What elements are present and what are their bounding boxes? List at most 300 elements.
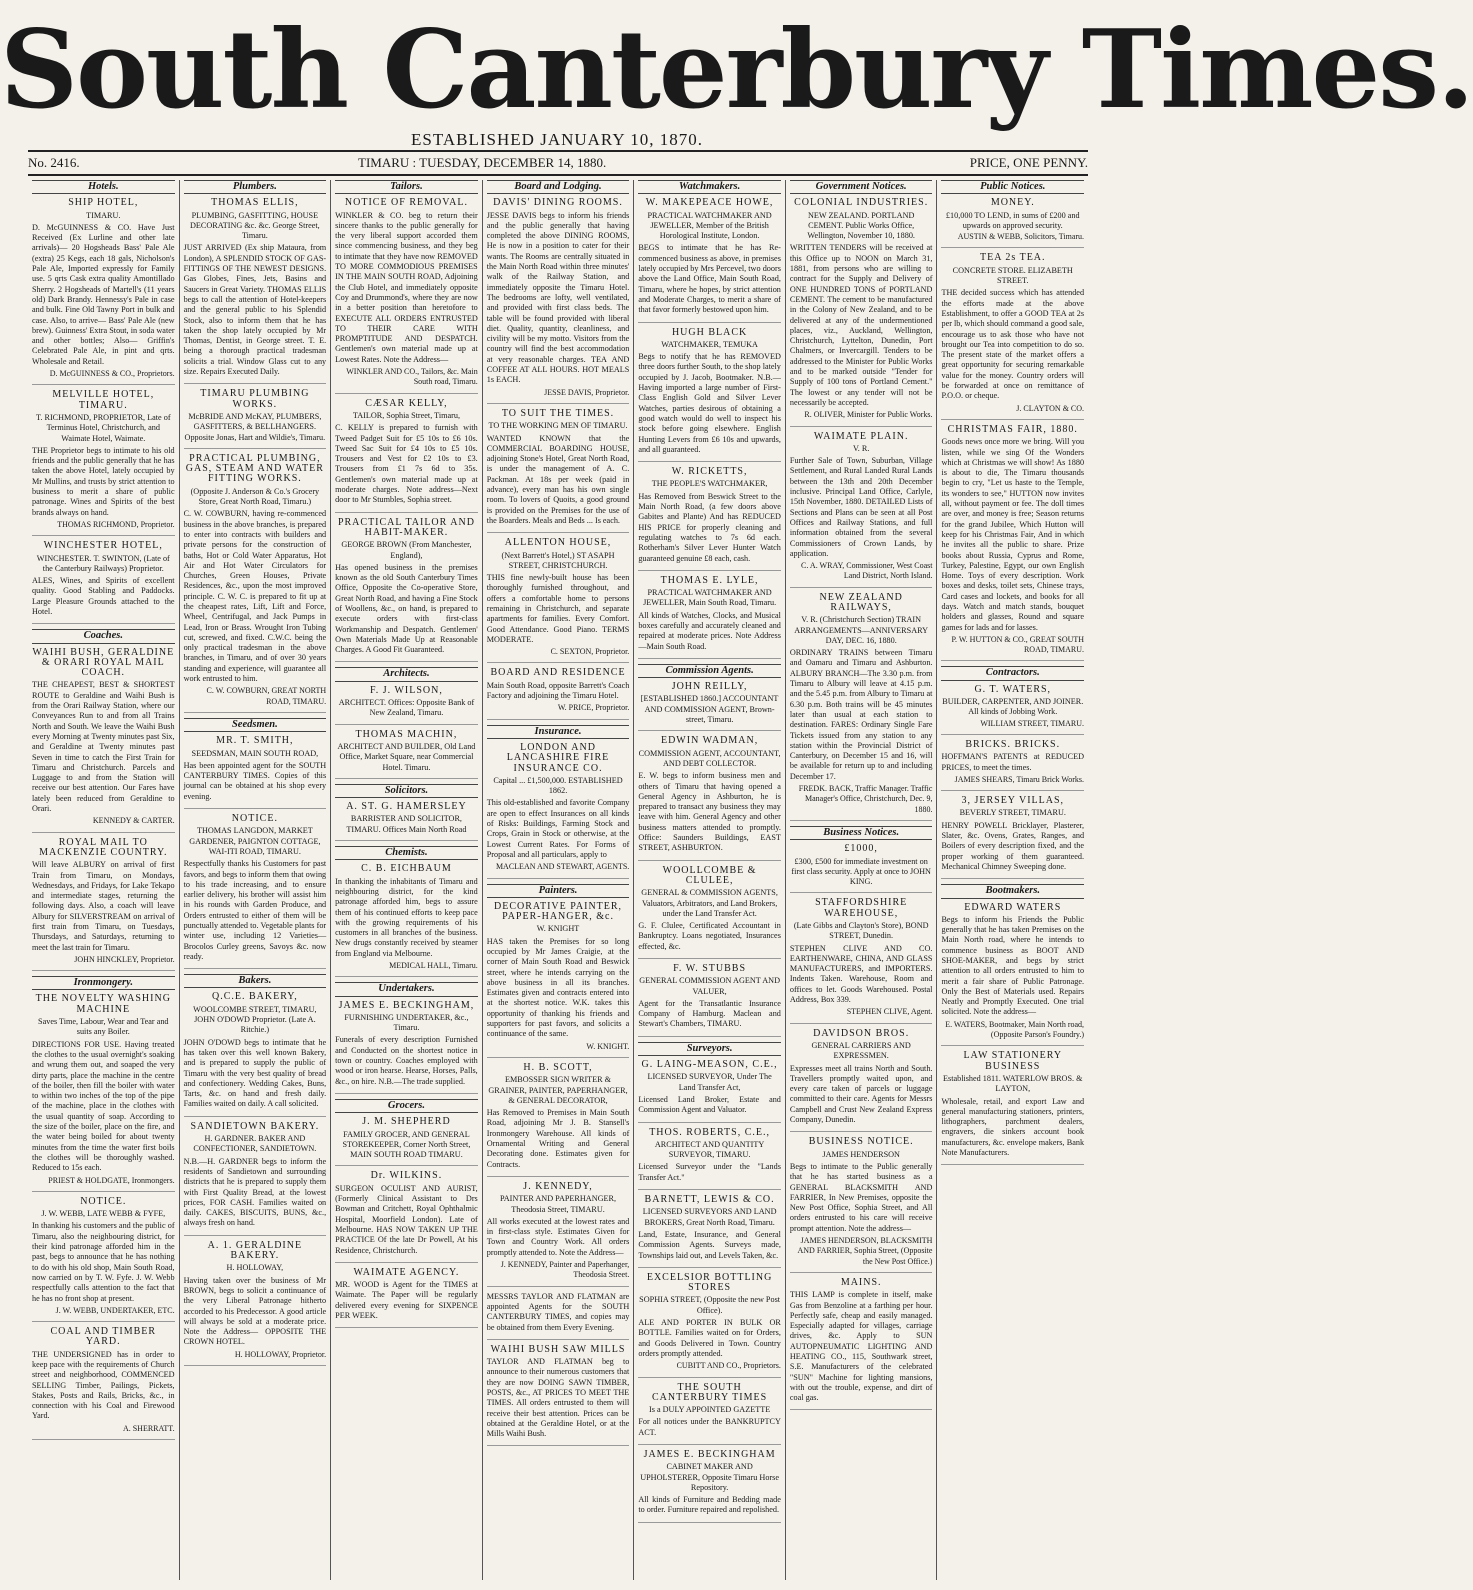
ad-heading: NOTICE OF REMOVAL.	[344, 197, 468, 209]
ad-subheading: THOMAS LANGDON, MARKET GARDENER, PAIGNTON COTTAGE, WAI-ITI ROAD, TIMARU.	[189, 826, 321, 856]
advertisement	[638, 576, 781, 659]
ad-subheading: FURNISHING UNDERTAKER, &c., Timaru.	[344, 1012, 469, 1033]
ad-body: Has Removed to Premises in Main South Road, adjoining Mr J. B. Stansell's Ironmongery Warehouse. All kinds of Ornamental Writing and General Decorating done. Estimates given for Contracts.	[486, 1108, 630, 1169]
ad-subheading: COMMISSION AGENT, ACCOUNTANT, AND DEBT COLLECTOR.	[638, 748, 781, 768]
section-heading: Grocers.	[335, 1099, 478, 1113]
section-heading: Seedsmen.	[184, 718, 327, 732]
ad-subheading: PRACTICAL WATCHMAKER AND JEWELLER, Main South Road, Timaru.	[643, 588, 777, 608]
established-line: ESTABLISHED JANUARY 10, 1870.	[411, 130, 703, 149]
advertisement	[790, 844, 933, 893]
advertisement-columns	[28, 180, 1088, 1580]
advertisement	[790, 1137, 933, 1273]
section-heading: Commission Agents.	[638, 664, 781, 678]
ad-subheading: PRACTICAL WATCHMAKER AND JEWELLER, Member of the British Horological Institute, London.	[647, 210, 772, 241]
ad-heading: WAIHI BUSH, GERALDINE & ORARI ROYAL MAIL COACH.	[32, 646, 175, 679]
ad-signature: J. KENNEDY, Painter and Paperhanger, Theodosia Street.	[500, 1260, 630, 1280]
ad-heading: SHIP HOTEL,	[68, 197, 139, 209]
advertisement	[638, 682, 781, 731]
ad-body: Having taken over the business of Mr BROWN, begs to solicit a continuance of the very Liberal Patronage hitherto accorded to his Predecessor. A good article will always be sold at a moderate price. Note the Address— OPPOSITE THE CROWN HOTEL.	[183, 1275, 327, 1347]
ad-heading: WAIHI BUSH SAW MILLS	[490, 1343, 626, 1355]
ad-subheading: (Opposite J. Anderson & Co.'s Grocery Store, Great North Road, Timaru.)	[190, 486, 320, 507]
ad-body: In thanking the inhabitants of Timaru and neighbouring district, for the kind patronage afforded him, begs to assure them of his continued efforts to keep pace with the growing requirements of his customers in all branches of the business. New drugs constantly received by steamer from England via Melbourne.	[335, 876, 478, 958]
column-5	[634, 180, 786, 1580]
ad-body: Wholesale, retail, and export Law and general manufacturing stationers, printers, lithographers, parchment dealers, engravers, die sinkers account book manufacturers, &c. envelope makers, Bank Note Manufacturers.	[941, 1096, 1085, 1158]
ad-body: MR. WOOD is Agent for the TIMES at Waimate. The Paper will be regularly delivered every evening for SIXPENCE PER WEEK.	[335, 1280, 478, 1321]
ad-signature: R. OLIVER, Minister for Public Works.	[804, 410, 933, 420]
ad-body: WANTED KNOWN that the COMMERCIAL BOARDING HOUSE, adjoining Stone's Hotel, Great North Road, is under the management of A. C. Packman. At 18s per week (paid in advance), every man has his own single room. To lovers of Quoits, a good ground is provided on the Premises for the use of the Boarders. Meals and Beds ... Is each.	[486, 433, 630, 525]
section-heading: Government Notices.	[790, 180, 933, 194]
advertisement	[335, 1268, 478, 1328]
column-2	[180, 180, 332, 1580]
advertisement	[487, 198, 630, 404]
ad-subheading: H. HOLLOWAY,	[226, 1263, 284, 1273]
ad-heading: H. B. SCOTT,	[523, 1061, 593, 1073]
section-heading: Public Notices.	[941, 180, 1084, 194]
advertisement	[638, 1383, 781, 1445]
ad-signature: JOHN HINCKLEY, Proprietor.	[74, 954, 175, 964]
advertisement	[487, 1063, 630, 1177]
advertisement	[335, 399, 478, 513]
ad-subheading: WATCHMAKER, TEMUKA	[661, 339, 758, 349]
ad-body: JESSE DAVIS begs to inform his friends and the public generally that having completed the above DINING ROOMS, He is now in a position to cater for their wants. The Rooms are centrally situated in the Main North Road within three minutes' walk of the Railway Station, and immediately opposite the Timaru Hotel. The bedrooms are lofty, well ventilated, and provided with first class beds. The table will be found provided with liberal diet. Quality, quantity, cleanliness, and civility will be my motto. Visitors from the country will find the best accommodation at very reasonable charges. TEA AND COFFEE AT ALL HOURS. HOT MEALS 1s EACH.	[486, 210, 630, 385]
ad-body: D. McGUINNESS & CO. Have Just Received (Ex Lurline and other late arrivals)— 20 Hogsheads Bass' Pale Ale (extra) 25 Kegs, each 18 gals, Nicholson's Pale Ale, Imported expressly for Family use. 5 qrts Cask extra quality Amontillado Sherry. 2 Hogsheads of Martell's (11 years old) Dark Brandy. Hennessy's Pale in case and bulk. Fine Old Tawny Port in bulk and case. Also, to arrive— Bass' Pale Ale (new brew). Guinness' Extra Stout, in soda water and other bottles; Also— Griffin's Celebrated Pale Ale, in pint and qrts. Wholesale and Retail.	[32, 222, 175, 366]
advertisement	[941, 425, 1084, 662]
ad-signature: THOMAS RICHMOND, Proprietor.	[57, 519, 175, 529]
advertisement	[32, 994, 175, 1191]
ad-subheading: LICENSED SURVEYOR, Under The Land Transfer Act,	[647, 1072, 772, 1092]
advertisement	[790, 198, 933, 426]
advertisement	[638, 198, 781, 322]
masthead	[0, 0, 1473, 180]
advertisement	[335, 686, 478, 725]
advertisement	[184, 992, 327, 1116]
ad-body: Begs to inform his Friends the Public generally that he has taken Premises on the Main North road, where he intends to commence business as BOOT AND SHOE-MAKER, and begs by strict attention to all orders entrusted to him to merit a fair share of Public Patronage. Only the Best of Materials used. Repairs Neatly and Promptly Executed. One trial solicited. Note the address—	[941, 914, 1085, 1017]
ad-body: WINKLER & CO. beg to return their sincere thanks to the public generally for the very liberal support accorded them since commencing business, and they beg to intimate that they have now REMOVED TO MORE COMMODIOUS PREMISES IN THE MAIN SOUTH ROAD, Adjoining the Club Hotel, and immediately opposite Coy and Drummond's, where they are now in a better position than heretofore to EXECUTE ALL ORDERS ENTRUSTED TO THEIR CARE WITH PROMPTITUDE AND DESPATCH. Gentlemen's own material made up at Lowest Rates. Note the Address—	[335, 210, 478, 364]
ad-subheading: CABINET MAKER AND UPHOLSTERER, Opposite Timaru Horse Repository.	[640, 1462, 779, 1492]
ad-body: C. KELLY is prepared to furnish with Tweed Padget Suit for £5 10s to £6 10s. Tweed Sac Suit for £4 10s to £5 10s. Trousers and Vest for £2 10s to £3. Trousers from £1 7s 6d to 35s. Gentlemen's own material made up at moderate charges. Note address—Next door to Mr Stumbles, Sophia street.	[335, 423, 478, 505]
ad-body: Land, Estate, Insurance, and General Commission Agents. Surveys made, Townships laid out, and Levels Taken, &c.	[638, 1229, 781, 1260]
advertisement	[487, 1345, 630, 1447]
ad-body: STEPHEN CLIVE AND CO. EARTHENWARE, CHINA, AND GLASS MANUFACTURERS, and IMPORTERS. Indents Taken. Warehouse, Room and offices to let. Goods Warehoused. Postal Address, Box 339.	[789, 943, 933, 1005]
ad-heading: BARNETT, LEWIS & CO.	[644, 1194, 775, 1206]
ad-signature: AUSTIN & WEBB, Solicitors, Timaru.	[957, 232, 1085, 242]
ad-subheading: Established 1811. WATERLOW BROS. & LAYTON,	[943, 1073, 1083, 1094]
ad-heading: THE NOVELTY WASHING MACHINE	[35, 993, 171, 1015]
ad-subheading: [ESTABLISHED 1860.] ACCOUNTANT AND COMMISSION AGENT, Brown-street, Timaru.	[640, 694, 779, 725]
advertisement	[32, 198, 175, 385]
ad-heading: DAVIS' DINING ROOMS.	[493, 197, 623, 209]
section-heading: Bakers.	[184, 974, 327, 988]
ad-subheading: (Late Gibbs and Clayton's Store), BOND STREET, Dunedin.	[793, 921, 929, 941]
advertisement	[32, 541, 175, 624]
ad-heading: EDWARD WATERS	[964, 901, 1062, 913]
advertisement	[941, 740, 1084, 791]
advertisement	[638, 1273, 781, 1378]
ad-signature: FREDK. BACK, Traffic Manager. Traffic Manager's Office, Christchurch, Dec. 9, 1880.	[798, 784, 933, 814]
advertisement	[638, 1060, 781, 1122]
ad-heading: WOOLLCOMBE & CLULEE,	[662, 864, 757, 886]
ad-subheading: TO THE WORKING MEN OF TIMARU.	[488, 421, 628, 431]
section-heading: Bootmakers.	[941, 884, 1084, 898]
ad-heading: CHRISTMAS FAIR, 1880.	[947, 423, 1078, 435]
ad-body: All kinds of Watches, Clocks, and Musical boxes carefully and accurately cleaned and repaired at moderate prices. Note Address—Main South Road.	[638, 610, 781, 651]
ad-heading: BOARD AND RESIDENCE	[490, 667, 626, 679]
ad-body: In thanking his customers and the public of Timaru, also the neighbouring district, for their kind patronage afforded him in the past, begs to announce that he has nothing to do with his old shop, Main South Road, now carried on by T. W. Fyfe. J. W. Webb respectfully calls attention to the fact that he has no front shop at present.	[32, 1221, 175, 1303]
ad-signature: H. HOLLOWAY, Proprietor.	[234, 1349, 327, 1359]
ad-subheading: LICENSED SURVEYORS AND LAND BROKERS, Great North Road, Timaru.	[642, 1207, 777, 1227]
ad-body: Goods news once more we bring. Will you listen, while we sing Of the Wonders which at Christmas we will show! As 1880 is about to die, The Timaru thousands begin to cry, "Let us haste to the Temple, its wonders to see," HUTTON now invites all, without payment or fee. The doll times are over, and money is free; Season returns for the grand Jubilee, Which Hutton will keep for his Christmas Fair, And in which he invites all the public to share. Prize books about Russia, Cyprus and Rome, Turkey, Palestine, Egypt, our own English Home. Toys of every description. Work boxes and desks, toilet sets, Chinese trays, Card cases and lockets, and books for all days. Watch and match stands, bouquet holders and glasses, Round and square games for lads and for lasses.	[941, 437, 1085, 632]
advertisement	[335, 864, 478, 977]
ad-subheading: WOOLCOMBE STREET, TIMARU, JOHN O'DOWD Proprietor. (Late A. Ritchie.)	[193, 1004, 317, 1035]
advertisement	[32, 390, 175, 536]
ad-heading: BUSINESS NOTICE.	[808, 1136, 914, 1148]
advertisement	[941, 253, 1084, 419]
ad-subheading: PAINTER AND PAPERHANGER, Theodosia Street, TIMARU.	[499, 1194, 617, 1214]
section-heading: Solicitors.	[335, 784, 478, 798]
column-4	[483, 180, 635, 1580]
ad-subheading: BARRISTER AND SOLICITOR, TIMARU. Offices Main North Road	[346, 814, 467, 834]
ad-heading: WAIMATE AGENCY.	[353, 1266, 460, 1278]
section-heading: Coaches.	[32, 629, 175, 643]
ad-signature: WINKLER AND CO., Tailors, &c. Main South road, Timaru.	[346, 367, 478, 387]
ad-subheading: BUILDER, CARPENTER, AND JOINER. All kinds of Jobbing Work.	[942, 697, 1084, 717]
section-heading: Plumbers.	[184, 180, 327, 194]
advertisement	[487, 902, 630, 1058]
ad-subheading: SEEDSMAN, MAIN SOUTH ROAD,	[191, 748, 319, 758]
ad-signature: W. KNIGHT.	[586, 1041, 630, 1051]
ad-body: SURGEON OCULIST AND AURIST, (Formerly Clinical Assistant to Drs Bowman and Critchett, Royal Ophthalmic Hospital, Moorfield London). Late of Melbourne. HAS NOW TAKEN UP THE PRACTICE Of the late Dr Powell, At his Residence, Christchurch.	[335, 1183, 478, 1255]
ad-heading: BRICKS. BRICKS.	[965, 738, 1061, 750]
column-7	[937, 180, 1088, 1580]
ad-body: E. W. begs to inform business men and others of Timaru that having opened a General Agency in Ashburton, he is prepared to transact any business they may leave with him. General Agency and other business matters attended to promptly. Office: Saunders Buildings, EAST STREET, ASHBURTON.	[638, 771, 781, 853]
ad-heading: JAMES E. BECKINGHAM,	[338, 999, 475, 1011]
section-heading: Board and Lodging.	[487, 180, 630, 194]
advertisement	[487, 538, 630, 663]
ad-body: Expresses meet all trains North and South. Travellers promptly waited upon, and every care taken of parcels or luggage committed to their care. Agents for Messrs Campbell and Crust New Zealand Express Company, Dunedin.	[789, 1063, 933, 1125]
section-heading: Architects.	[335, 667, 478, 681]
ad-heading: ALLENTON HOUSE,	[504, 537, 612, 549]
ad-heading: WINCHESTER HOTEL,	[43, 540, 163, 552]
ad-heading: MONEY.	[990, 197, 1035, 209]
ad-body: N.B.—H. GARDNER begs to inform the residents of Sandietown and surrounding districts that he is prepared to supply them with First Quality Bread, at the lowest prices, FOR CASH. Families waited on daily. CAKES, BISCUITS, BUNS, &c., always fresh on hand.	[183, 1156, 327, 1228]
ad-body: Has Removed from Beswick Street to the Main North Road, (a few doors above Gabites and Plante) And has REDUCED HIS PRICE for properly cleaning and regulating watches to 7s 6d each. Rotherham's Silver Lever Hunter Watch guaranteed genuine £8 each, cash.	[638, 491, 781, 563]
ad-subheading: TIMARU.	[86, 210, 121, 220]
advertisement	[638, 1128, 781, 1190]
ad-body: JUST ARRIVED (Ex ship Mataura, from London), A SPLENDID STOCK OF GAS-FITTINGS OF THE NEWEST DESIGNS. Gas Globes, Fines, Jets, Basins and Saucers in Great Variety. THOMAS ELLIS begs to call the attention of Hotel-keepers and the general public to his Splendid Stock, also to inform them that he has taken the shop lately occupied by Mr Thomas, Dentist, in George street. T. E. being a thorough practical tradesman solicits a trial. Window Glass cut to any size. Repairs Executed Daily.	[183, 243, 327, 377]
ad-subheading: Is a DULY APPOINTED GAZETTE	[648, 1405, 771, 1415]
ad-subheading: GENERAL COMMISSION AGENT AND VALUER,	[639, 976, 780, 996]
ad-subheading: W. KNIGHT	[536, 924, 580, 934]
ad-signature: WILLIAM STREET, TIMARU.	[980, 718, 1085, 728]
ad-subheading: NEW ZEALAND. PORTLAND CEMENT. Public Works Office, Wellington, November 10, 1880.	[807, 210, 915, 241]
ad-body: All kinds of Furniture and Bedding made to order. Furniture repaired and repolished.	[638, 1495, 781, 1515]
ad-heading: PRACTICAL TAILOR AND HABIT-MAKER.	[337, 516, 475, 538]
ad-heading: THOMAS MACHIN,	[355, 728, 458, 740]
ad-heading: TEA 2s TEA.	[979, 252, 1046, 264]
ad-heading: NEW ZEALAND RAILWAYS,	[819, 591, 903, 613]
section-heading: Watchmakers.	[638, 180, 781, 194]
ad-heading: G. T. WATERS,	[974, 683, 1052, 695]
ad-body: Main South Road, opposite Barrett's Coach Factory and adjoining the Timaru Hotel.	[486, 680, 630, 701]
ad-heading: £1000,	[844, 843, 878, 855]
ad-subheading: SOPHIA STREET, (Opposite the new Post Office).	[639, 1295, 781, 1315]
advertisement	[941, 685, 1084, 735]
advertisement	[638, 1195, 781, 1268]
ad-body: Begs to notify that he has REMOVED three doors further South, to the shop lately occupied by J. Jacob, Bootmaker. N.B.—Having imported a large number of First-Class English Gold and Silver Lever Watches, parties desirous of obtaining a good watch would do well to inspect his stock before going elsewhere. English Hunting Levers from £6 10s and upwards, and all guaranteed.	[638, 352, 781, 454]
advertisement	[790, 1278, 933, 1411]
advertisement	[32, 648, 175, 833]
ad-heading: MELVILLE HOTEL, TIMARU.	[52, 389, 155, 411]
issue-number: No. 2416.	[28, 155, 80, 170]
ad-heading: A. ST. G. HAMERSLEY	[346, 801, 467, 813]
ad-subheading: £300, £500 for immediate investment on first class security. Apply at once to JOHN KING.	[791, 856, 931, 887]
advertisement	[335, 802, 478, 841]
advertisement	[184, 389, 327, 448]
ad-body: THIS LAMP is complete in itself, make Gas from Benzoline at a farthing per hour. Perfectly safe, cheap and easily managed. Especially adapted for villages, carriage drives, &c. Apply to SUN AUTOPNEUMATIC LIGHTING AND HEATING CO., 115, Southwark street, S.E. Manufacturers of the celebrated "SUN" Machine for lighting mansions, with out the trouble, expense, and dirt of coal gas.	[789, 1290, 933, 1403]
ad-heading: W. RICKETTS,	[671, 466, 748, 478]
ad-signature: J. W. WEBB, UNDERTAKER, ETC.	[55, 1305, 175, 1315]
ad-signature: JAMES SHEARS, Timaru Brick Works.	[954, 774, 1085, 784]
ad-signature: JESSE DAVIS, Proprietor.	[544, 387, 630, 397]
ad-subheading: THE PEOPLE'S WATCHMAKER,	[651, 479, 768, 489]
ad-heading: LAW STATIONERY BUSINESS	[963, 1050, 1063, 1072]
ad-heading: TIMARU PLUMBING WORKS.	[200, 388, 310, 410]
advertisement	[335, 730, 478, 779]
advertisement	[487, 1292, 630, 1340]
ad-subheading: £10,000 TO LEND, in sums of £200 and upwards on approved security.	[945, 210, 1080, 230]
ad-heading: THOMAS ELLIS,	[211, 197, 299, 209]
advertisement	[638, 1450, 781, 1523]
ad-body: Licensed Surveyor under the "Lands Transfer Act."	[638, 1162, 781, 1182]
ad-signature: STEPHEN CLIVE, Agent.	[846, 1007, 933, 1017]
ad-heading: J. M. SHEPHERD	[362, 1116, 451, 1128]
ad-subheading: Capital ... £1,500,000. ESTABLISHED 1862.	[493, 775, 623, 796]
ad-body: Will leave ALBURY on arrival of first Train from Timaru, on Mondays, Wednesdays, and Fridays, for Lake Tekapo and intermediate stages, returning the following days. Also, a coach will leave Albury for SILVERSTREAM on arrival of first train from Timaru, on Tuesdays, Thursdays, and Saturdays, returning to meet the last train for Timaru.	[32, 860, 175, 952]
ad-body: ALES, Wines, and Spirits of excellent quality. Good Stabling and Paddocks. Large Pleasure Grounds attached to the Hotel.	[32, 576, 175, 616]
ad-body: G. F. Clulee, Certificated Accountant in Bankruptcy. Loans negotiated, Insurances effected, &c.	[638, 921, 781, 951]
ad-body: ORDINARY TRAINS between Timaru and Oamaru and Timaru and Ashburton. ALBURY BRANCH—The 3.30 p.m. from Timaru to Albury will leave at 4.15 p.m. and the 5.45 p.m. from Albury to Timaru at 6.30 p.m. Both trains will be 45 minutes later than usual at each station to destination. FARES: Ordinary Single Fare Tickets issued from any station to any station within the Provincial District of Canterbury, on December 15 and 16, will be available for return up to and including December 17.	[789, 648, 933, 781]
section-heading: Contractors.	[941, 666, 1084, 680]
ad-subheading: PLUMBING, GASFITTING, HOUSE DECORATING &c. &c. George Street, Timaru.	[190, 210, 320, 241]
ad-body: THE UNDERSIGNED has in order to keep pace with the requirements of Church street and neighborhood, COMMENCED SELLING Timber, Pailings, Pickets, Stakes, Posts and Rails, Bricks, &c., in connection with his Coal and Firewood Yard.	[32, 1349, 175, 1421]
ad-body: This old-established and favorite Company are open to effect Insurances on all kinds of Risks: Buildings, Farming Stock and Crops, Grain in Stock or otherwise, at the Lowest Current Rates. For Forms of Proposal and all particulars, apply to	[486, 798, 630, 859]
ad-body: DIRECTIONS FOR USE. Having treated the clothes to the usual overnight's soaking and wrung them out, and soaped the very dirty parts, place the machine in the centre of the boiler, then fill the boiler with water to within two inches of the top of the pipe of the machine, place in the clothes with the usual quantity of soap. According to the size of the boiler, place on the fire, and the water being boiled for about twenty minutes from the time the water first boils the clothes will be thoroughly washed. Reduced to 15s each.	[32, 1039, 175, 1173]
ad-heading: DAVIDSON BROS.	[813, 1027, 910, 1039]
ad-heading: JAMES E. BECKINGHAM	[643, 1448, 776, 1460]
ad-body: THE decided success which has attended the efforts made at the above Establishment, to offer a GOOD TEA at 2s per lb, which should command a good sale, encourage us to ask those who have not brought our Tea into competition to do so. The present state of the market offers a great opportunity for securing remarkable value for the money. Country orders will be forwarded at once on remittance of P.O.O. or cheque.	[941, 288, 1085, 401]
column-3	[331, 180, 483, 1580]
ad-subheading: McBRIDE AND McKAY, PLUMBERS, GASFITTERS, & BELLHANGERS. Opposite Jonas, Hart and Wildie's, Timaru.	[184, 411, 326, 442]
advertisement	[184, 198, 327, 384]
ad-body: Respectfully thanks his Customers for past favors, and begs to inform them that owing to his trade increasing, and to ensure earlier delivery, his brother will assist him in his rounds with Garden Produce, and Orders entrusted to either of them will be punctually attended to. Vegetable plants for winter use, including 12 Varieties—Brocolos Curley greens, Savoys &c. now ready.	[183, 859, 327, 961]
advertisement	[32, 1197, 175, 1322]
ad-heading: 3, JERSEY VILLAS,	[961, 795, 1065, 807]
ad-signature: P. W. HUTTON & CO., GREAT SOUTH ROAD, TIMARU.	[951, 634, 1085, 655]
ad-subheading: FAMILY GROCER, AND GENERAL STOREKEEPER, Corner North Street, MAIN SOUTH ROAD TIMARU.	[342, 1129, 471, 1160]
ad-body: Further Sale of Town, Suburban, Village Settlement, and Rural Landed Rural Lands between the 13th and 20th December inclusive. Principal Land Office, Carlyle, 15th November, 1880. DETAILED Lists of Sections and Plans can be seen at all Post Offices and Railway Stations, and full information obtained from the several Commissioners of Crown Lands, by application.	[789, 456, 933, 558]
ad-subheading: V. R. (Christchurch Section) TRAIN ARRANGEMENTS—ANNIVERSARY DAY, DEC. 16, 1880.	[794, 615, 929, 645]
section-heading: Insurance.	[487, 725, 630, 739]
ad-signature: JAMES HENDERSON, BLACKSMITH AND FARRIER, Sophia Street, (Opposite the New Post Office.)	[797, 1236, 933, 1266]
ad-signature: E. WATERS, Bootmaker, Main North road, (Opposite Parson's Foundry.)	[945, 1019, 1085, 1040]
ad-heading: WAIMATE PLAIN.	[813, 430, 909, 442]
ad-body: C. W. COWBURN, having re-commenced business in the above branches, is prepared to enter into contracts with builders and private persons for the construction of baths, Hot or Cold Water Apparatus, Hot Air and Hot Water Circulators for Churches, Green Houses, Private Residences, &c., upon the most improved principle. C. W. C. is prepared to fit up at the cheapest rates, Lift, Lift and Force, Wheel, Centrifugal, and Jack Pumps in Lead, Iron or Brass. Wrought Iron Tubing cut, screwed, and fixed. C.W.C. being the only practical tradesman in the above branches, in Timaru, and of over 30 years standing and experience, will guarantee all work entrusted to him.	[183, 509, 327, 684]
advertisement	[638, 736, 781, 860]
ad-heading: MR. T. SMITH,	[216, 735, 294, 747]
ad-signature: D. McGUINNESS & CO., Proprietors.	[49, 369, 175, 379]
ad-body: ALE AND PORTER IN BULK OR BOTTLE. Families waited on for Orders, and Goods Delivered in Town. Country orders promptly attended.	[638, 1318, 781, 1358]
advertisement	[184, 814, 327, 969]
ad-heading: W. MAKEPEACE HOWE,	[645, 197, 774, 209]
ad-heading: ROYAL MAIL TO MACKENZIE COUNTRY.	[39, 836, 168, 858]
advertisement	[487, 409, 630, 533]
ad-body: Begs to intimate to the Public generally that he has started business as a GENERAL BLACKSMITH AND FARRIER, In New Premises, opposite the New Post Office, Sophia Street, and All orders entrusted to his care will receive prompt attention. Note the address—	[789, 1161, 933, 1233]
dateline-bar	[28, 150, 1088, 176]
ad-heading: EXCELSIOR BOTTLING STORES	[646, 1271, 773, 1294]
ad-signature: C. W. COWBURN, GREAT NORTH ROAD, TIMARU.	[206, 686, 327, 706]
ad-body: THE CHEAPEST, BEST & SHORTEST ROUTE to Geraldine and Waihi Bush is from the Orari Railway Station, where our Conveyances Run to and from all Trains North and South. We leave the Waihi Bush every Morning at Twenty minutes past Six, and Geraldine at Twenty minutes past Seven in time to catch the First Train for Timaru and Christchurch. Parcels and Luggage to and from the Station will receive our best attention. Our Fares have lately been reduced from Geraldine to Orari.	[32, 680, 175, 814]
ad-subheading: WINCHESTER. T. SWINTON, (Late of the Canterbury Railways) Proprietor.	[36, 553, 170, 573]
advertisement	[941, 198, 1084, 248]
ad-signature: C. A. WRAY, Commissioner, West Coast Land District, North Island.	[801, 561, 933, 581]
ad-signature: PRIEST & HOLDGATE, Ironmongers.	[48, 1175, 175, 1185]
ad-heading: THOMAS E. LYLE,	[660, 574, 759, 586]
ad-signature: J. CLAYTON & CO.	[1016, 403, 1085, 413]
advertisement	[638, 467, 781, 571]
ad-body: THE Proprietor begs to intimate to his old friends and the public generally that he has taken the above Hotel, lately occupied by Mr Mullins, and trusts by strict attention to business to merit a share of public patronage. Wines and Spirits of the best brands always on hand.	[32, 445, 175, 517]
section-heading: Painters.	[487, 884, 630, 898]
ad-heading: LONDON AND LANCASHIRE FIRE INSURANCE CO.	[506, 741, 610, 774]
ad-heading: G. LAING-MEASON, C.E.,	[641, 1059, 778, 1071]
ad-heading: PRACTICAL PLUMBING, GAS, STEAM AND WATER FITTING WORKS.	[185, 452, 324, 485]
ad-signature: MACLEAN AND STEWART, AGENTS.	[495, 862, 630, 872]
advertisement	[487, 1182, 630, 1287]
ad-subheading: ARCHITECT. Offices: Opposite Bank of New Zealand, Timaru.	[338, 698, 475, 718]
ad-body: JOHN O'DOWD begs to intimate that he has taken over this well known Bakery, and is prepared to supply the public of Timaru with the very best quality of bread and confectionery. Wedding Cakes, Buns, Tarts, &c. on hand and fresh daily. Families waited on daily. A call solicited.	[183, 1037, 327, 1109]
ad-signature: C. SEXTON, Proprietor.	[550, 647, 630, 657]
advertisement	[638, 866, 781, 959]
advertisement	[335, 1171, 478, 1262]
ad-body: WRITTEN TENDERS will be received at this Office up to NOON on March 31, 1881, from persons who are willing to contract for the Supply and Delivery of ONE HUNDRED TONS of PORTLAND CEMENT. The cement to be manufactured in the Colony of New Zealand, and to be delivered at any of the undermentioned places, viz., Auckland, Wellington, Christchurch, Lyttelton, Dunedin, Port Chalmers, or Invercargill. Tenders to be addressed to the Minister for Public Works and to be marked outside "Tender for Supply of 100 tons of Portland Cement." The lowest or any tender will not be necessarily be accepted.	[789, 243, 933, 407]
advertisement	[335, 1001, 478, 1094]
advertisement	[941, 903, 1084, 1047]
advertisement	[184, 1241, 327, 1366]
ad-subheading: ARCHITECT AND QUANTITY SURVEYOR, TIMARU.	[654, 1139, 765, 1160]
ad-signature: CUBITT AND CO., Proprietors.	[676, 1361, 781, 1371]
ad-body: HOFFMAN'S PATENTS at REDUCED PRICES, to meet the times.	[941, 752, 1085, 772]
ad-body: THIS fine newly-built house has been thoroughly furnished throughout, and offers a comfortable home to persons remaining in Christchurch, and separate apartments for families. Every Comfort. Good Attendance. Good Piano. TERMS MODERATE.	[486, 573, 630, 644]
ad-subheading: BEVERLY STREET, TIMARU.	[959, 808, 1066, 818]
advertisement	[335, 198, 478, 393]
ad-body: Licensed Land Broker, Estate and Commission Agent and Valuator.	[638, 1094, 781, 1115]
advertisement	[487, 743, 630, 879]
column-1	[28, 180, 180, 1580]
issue-price: PRICE, ONE PENNY.	[969, 155, 1088, 170]
ad-heading: JOHN REILLY,	[671, 681, 748, 693]
ad-heading: THE SOUTH CANTERBURY TIMES	[652, 1381, 768, 1403]
ad-body: HENRY POWELL Bricklayer, Plasterer, Slater, &c. Ovens, Grates, Ranges, and Boilers of every description fixed, and the proper working of them guaranteed. Mechanical Chimney Sweeping done.	[941, 820, 1085, 871]
ad-subheading: GEORGE BROWN (From Manchester, England),	[341, 540, 472, 560]
ad-heading: J. KENNEDY,	[523, 1180, 593, 1192]
ad-subheading: J. W. WEBB, LATE WEBB & FYFE,	[41, 1209, 166, 1219]
ad-subheading: H. GARDNER. BAKER AND CONFECTIONER, SANDIETOWN.	[193, 1134, 317, 1154]
ad-heading: NOTICE.	[80, 1195, 127, 1207]
ad-body: Agent for the Transatlantic Insurance Company of Hamburg. Maclean and Stewart's Chambers, TIMARU.	[638, 998, 781, 1029]
ad-subheading: (Next Barrett's Hotel,) ST ASAPH STREET, CHRISTCHURCH.	[501, 550, 615, 570]
ad-subheading: EMBOSSER SIGN WRITER & GRAINER, PAINTER, PAPERHANGER, & GENERAL DECORATOR,	[488, 1075, 628, 1105]
ad-subheading: GENERAL & COMMISSION AGENTS, Valuators, Arbitrators, and Land Brokers, under the Land Transfer Act.	[641, 888, 778, 918]
section-heading: Chemists.	[335, 846, 478, 860]
ad-subheading: TAILOR, Sophia Street, Timaru,	[352, 410, 461, 420]
ad-heading: C. B. EICHBAUM	[361, 863, 452, 875]
advertisement	[184, 1122, 327, 1236]
ad-heading: TO SUIT THE TIMES.	[501, 407, 615, 419]
ad-signature: W. PRICE, Proprietor.	[557, 703, 630, 713]
ad-heading: Q.C.E. BAKERY,	[211, 991, 298, 1003]
ad-heading: COAL AND TIMBER YARD.	[50, 1326, 157, 1348]
advertisement	[790, 898, 933, 1023]
ad-subheading: T. RICHMOND, PROPRIETOR, Late of Terminus Hotel, Christchurch, and Waimate Hotel, Waimate.	[36, 412, 171, 443]
advertisement	[487, 668, 630, 719]
ad-subheading: V. R.	[852, 443, 870, 453]
advertisement	[335, 518, 478, 663]
advertisement	[638, 964, 781, 1037]
ad-heading: COLONIAL INDUSTRIES.	[794, 197, 929, 209]
ad-body: TAYLOR AND FLATMAN beg to announce to their numerous customers that they are now DOING SAWN TIMBER, POSTS, &c., AT PRICES TO MEET THE TIMES. All orders entrusted to them will receive their best attention. Prices can be obtained at the Geraldine Hotel, or at the Mills Waihi Bush.	[486, 1357, 630, 1439]
ad-heading: EDWIN WADMAN,	[660, 735, 759, 747]
ad-body: BEGS to intimate that he has Re-commenced business as above, in premises lately occupied by Mrs Percevel, two doors above the Land Office, Main South Road, Timaru, where he hopes, by strict attention and Moderate Charges, to merit a share of that favor formerly bestowed upon him.	[638, 243, 781, 315]
ad-heading: CÆSAR KELLY,	[365, 397, 448, 409]
ad-subheading: CONCRETE STORE. ELIZABETH STREET.	[952, 265, 1073, 286]
section-heading: Tailors.	[335, 180, 478, 194]
column-6	[786, 180, 938, 1580]
advertisement	[638, 328, 781, 463]
advertisement	[790, 432, 933, 588]
ad-body: All works executed at the lowest rates and in first-class style. Estimates Given for Town and Country Work. All orders promptly attended to. Note the Address—	[486, 1216, 630, 1257]
ad-body: Has been appointed agent for the SOUTH CANTERBURY TIMES. Copies of this journal can be obtained at his shop every evening.	[183, 760, 327, 801]
advertisement	[184, 454, 327, 713]
advertisement	[184, 736, 327, 809]
advertisement	[335, 1117, 478, 1166]
ad-body: For all notices under the BANKRUPTCY ACT.	[638, 1417, 781, 1437]
section-heading: Undertakers.	[335, 982, 478, 996]
advertisement	[32, 838, 175, 972]
newspaper-title: South Canterbury Times.	[0, 7, 1473, 133]
ad-subheading: Saves Time, Labour, Wear and Tear and suits any Boiler.	[38, 1017, 169, 1037]
ad-body: MESSRS TAYLOR AND FLATMAN are appointed Agents for the SOUTH CANTERBURY TIMES, and copies may be obtained from them Every Evening.	[486, 1291, 630, 1332]
ad-subheading: JAMES HENDERSON	[822, 1149, 900, 1159]
ad-heading: F. J. WILSON,	[370, 684, 443, 696]
ad-body: Has opened business in the premises known as the old South Canterbury Times Office, Opposite the Co-operative Store, Great North Road, and having a Fine Stock of Woollens, &c., on hand, is prepared to execute orders with first-class Workmanship and Despatch. Gentlemen' Own Materials Made Up at Reasonable Charges. A Good Fit Guaranteed.	[335, 562, 478, 655]
advertisement	[941, 796, 1084, 879]
ad-heading: NOTICE.	[231, 813, 278, 825]
ad-signature: A. SHERRATT.	[122, 1423, 175, 1433]
section-heading: Hotels.	[32, 180, 175, 194]
ad-signature: MEDICAL HALL, Timaru.	[389, 961, 478, 970]
ad-heading: HUGH BLACK	[671, 326, 748, 338]
issue-date: TIMARU : TUESDAY, DECEMBER 14, 1880.	[358, 155, 607, 170]
ad-heading: THOS. ROBERTS, C.E.,	[649, 1126, 770, 1138]
ad-heading: SANDIETOWN BAKERY.	[190, 1120, 320, 1132]
ad-heading: Dr. WILKINS.	[370, 1170, 443, 1182]
ad-heading: MAINS.	[840, 1276, 882, 1288]
advertisement	[790, 593, 933, 821]
ad-heading: DECORATIVE PAINTER, PAPER-HANGER, &c.	[493, 900, 623, 923]
ad-subheading: ARCHITECT AND BUILDER, Old Land Office, Market Square, near Commercial Hotel. Timaru.	[337, 741, 476, 772]
advertisement	[941, 1051, 1084, 1165]
section-heading: Surveyors.	[638, 1042, 781, 1056]
section-heading: Ironmongery.	[32, 976, 175, 990]
